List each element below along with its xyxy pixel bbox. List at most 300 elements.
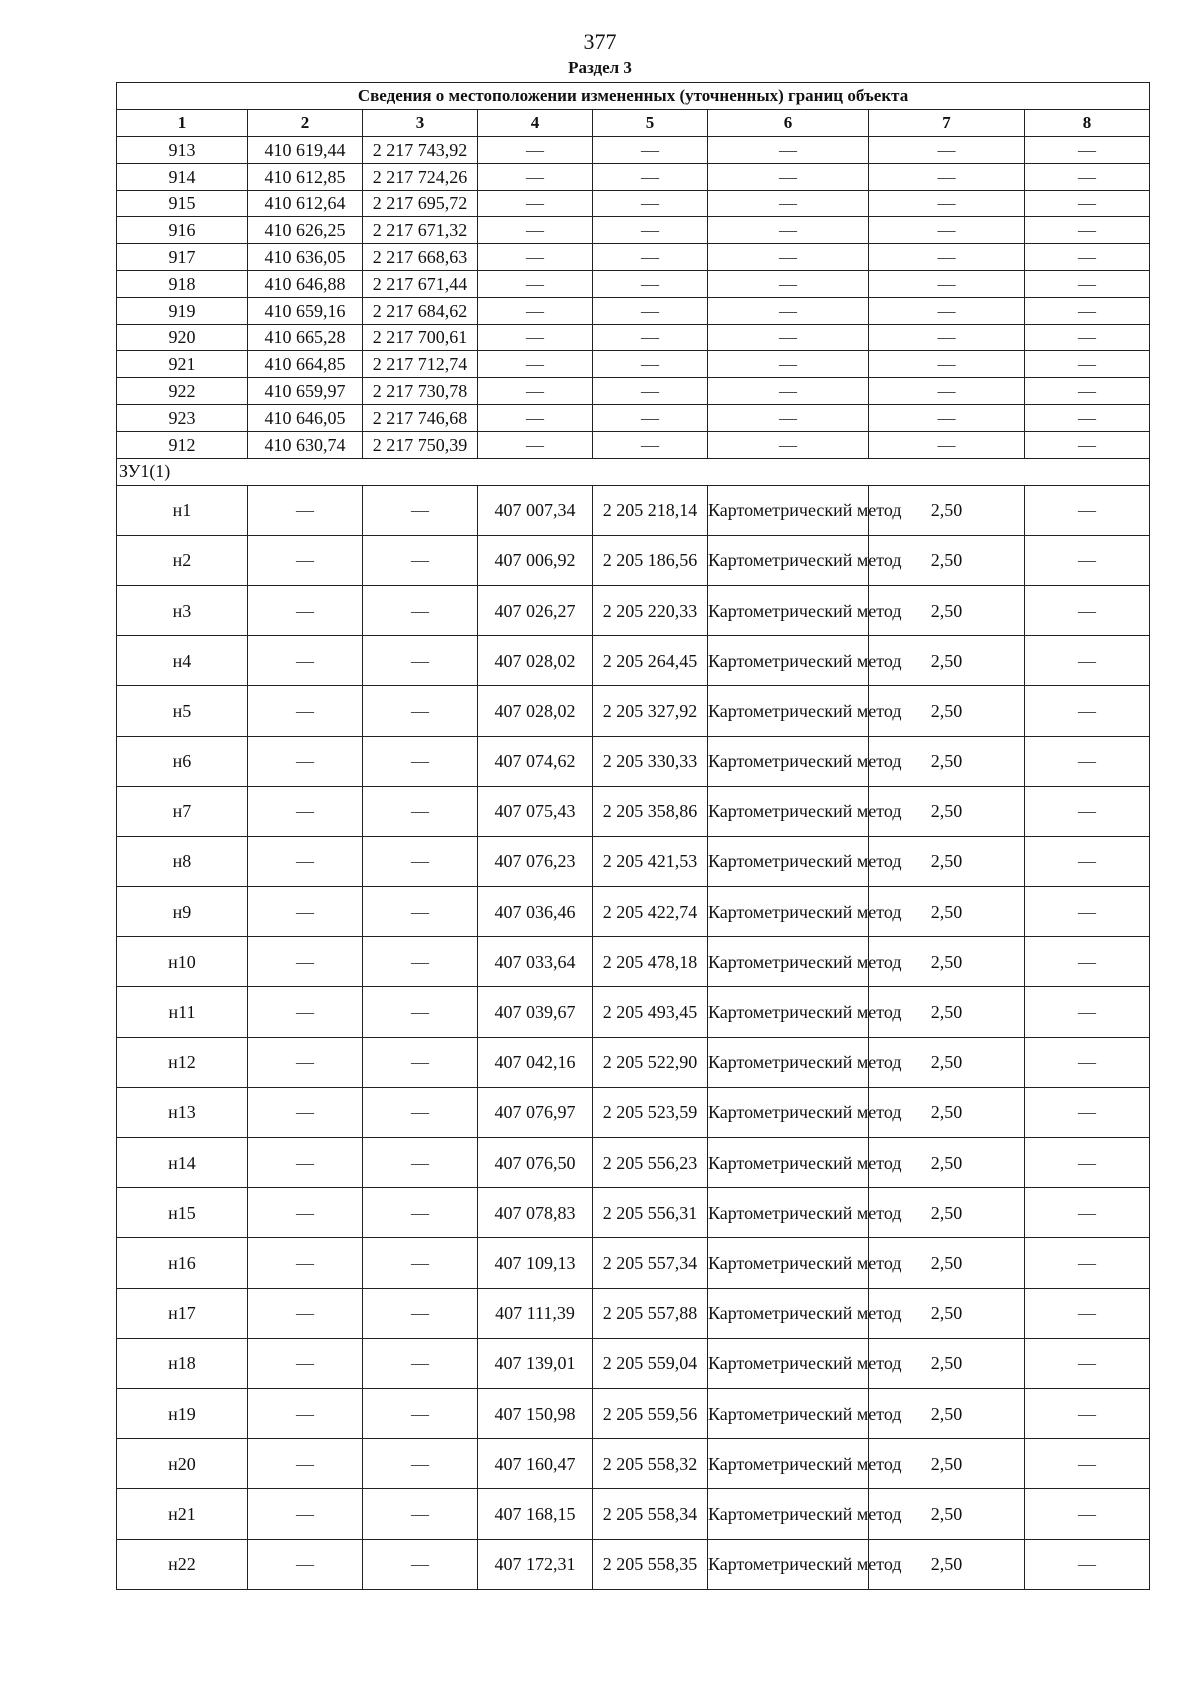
description-cell: — <box>1025 297 1150 324</box>
point-number-cell: н14 <box>117 1138 248 1188</box>
old-y-cell: — <box>363 937 478 987</box>
old-x-cell: — <box>248 1439 363 1489</box>
old-y-cell: — <box>363 485 478 535</box>
table-row <box>117 1539 1150 1589</box>
new-y-cell: 2 205 556,23 <box>593 1138 708 1188</box>
old-y-cell: — <box>363 585 478 635</box>
old-x-cell: — <box>248 887 363 937</box>
description-cell: — <box>1025 1489 1150 1539</box>
table-caption: Сведения о местоположении измененных (уточненных) границ объекта <box>117 83 1150 110</box>
table-row <box>117 636 1150 686</box>
new-y-cell: 2 205 327,92 <box>593 686 708 736</box>
accuracy-cell: 2,50 <box>869 1439 1025 1489</box>
old-y-cell: 2 217 671,32 <box>363 217 478 244</box>
point-number-cell: н8 <box>117 836 248 886</box>
description-cell: — <box>1025 378 1150 405</box>
new-x-cell: — <box>478 378 593 405</box>
accuracy-cell: 2,50 <box>869 736 1025 786</box>
new-x-cell: 407 172,31 <box>478 1539 593 1589</box>
old-y-cell: — <box>363 686 478 736</box>
new-y-cell: — <box>593 137 708 164</box>
point-number-cell: н9 <box>117 887 248 937</box>
new-y-cell: 2 205 557,88 <box>593 1288 708 1338</box>
table-row <box>117 1087 1150 1137</box>
old-y-cell: 2 217 750,39 <box>363 431 478 458</box>
new-x-cell: 407 160,47 <box>478 1439 593 1489</box>
old-y-cell: 2 217 746,68 <box>363 404 478 431</box>
point-number-cell: н12 <box>117 1037 248 1087</box>
new-y-cell: 2 205 358,86 <box>593 786 708 836</box>
table-row <box>117 431 1150 458</box>
point-number-cell: н4 <box>117 636 248 686</box>
table-row <box>117 937 1150 987</box>
new-x-cell: 407 039,67 <box>478 987 593 1037</box>
point-number-cell: н13 <box>117 1087 248 1137</box>
table-row <box>117 1439 1150 1489</box>
accuracy-cell: — <box>869 404 1025 431</box>
accuracy-cell: — <box>869 217 1025 244</box>
description-cell: — <box>1025 404 1150 431</box>
description-cell: — <box>1025 1439 1150 1489</box>
old-y-cell: — <box>363 535 478 585</box>
accuracy-cell: 2,50 <box>869 1539 1025 1589</box>
accuracy-cell: — <box>869 137 1025 164</box>
old-y-cell: 2 217 730,78 <box>363 378 478 405</box>
new-y-cell: — <box>593 190 708 217</box>
point-number-cell: н20 <box>117 1439 248 1489</box>
accuracy-cell: — <box>869 431 1025 458</box>
new-y-cell: — <box>593 297 708 324</box>
accuracy-cell: — <box>869 270 1025 297</box>
table-row <box>117 1288 1150 1338</box>
page-number: 377 <box>583 29 617 54</box>
point-number-cell: н2 <box>117 535 248 585</box>
description-cell: — <box>1025 686 1150 736</box>
point-number-cell: н18 <box>117 1338 248 1388</box>
method-cell: Картометрический метод <box>708 686 869 736</box>
table-row <box>117 270 1150 297</box>
new-x-cell: — <box>478 190 593 217</box>
accuracy-cell: 2,50 <box>869 1138 1025 1188</box>
old-x-cell: — <box>248 786 363 836</box>
accuracy-cell: 2,50 <box>869 1188 1025 1238</box>
old-y-cell: 2 217 684,62 <box>363 297 478 324</box>
method-cell: Картометрический метод <box>708 1439 869 1489</box>
description-cell: — <box>1025 163 1150 190</box>
new-y-cell: 2 205 557,34 <box>593 1238 708 1288</box>
point-number-cell: 919 <box>117 297 248 324</box>
group-label: ЗУ1(1) <box>117 458 1150 485</box>
old-x-cell: — <box>248 836 363 886</box>
old-x-cell: — <box>248 1338 363 1388</box>
old-x-cell: — <box>248 1539 363 1589</box>
accuracy-cell: 2,50 <box>869 1388 1025 1438</box>
point-number-cell: 917 <box>117 244 248 271</box>
old-y-cell: 2 217 743,92 <box>363 137 478 164</box>
new-x-cell: 407 139,01 <box>478 1338 593 1388</box>
new-x-cell: — <box>478 324 593 351</box>
old-y-cell: — <box>363 836 478 886</box>
description-cell: — <box>1025 636 1150 686</box>
new-y-cell: 2 205 559,56 <box>593 1388 708 1438</box>
accuracy-cell: 2,50 <box>869 485 1025 535</box>
point-number-cell: н17 <box>117 1288 248 1338</box>
new-y-cell: — <box>593 351 708 378</box>
table-body <box>117 137 1150 1590</box>
new-x-cell: 407 074,62 <box>478 736 593 786</box>
table-row <box>117 535 1150 585</box>
old-x-cell: — <box>248 937 363 987</box>
old-x-cell: — <box>248 1037 363 1087</box>
method-cell: Картометрический метод <box>708 987 869 1037</box>
method-cell: — <box>708 431 869 458</box>
point-number-cell: н7 <box>117 786 248 836</box>
new-y-cell: — <box>593 217 708 244</box>
table-row <box>117 485 1150 535</box>
description-cell: — <box>1025 1539 1150 1589</box>
method-cell: Картометрический метод <box>708 1238 869 1288</box>
table-row <box>117 1388 1150 1438</box>
accuracy-cell: 2,50 <box>869 1238 1025 1288</box>
description-cell: — <box>1025 137 1150 164</box>
new-x-cell: — <box>478 404 593 431</box>
old-x-cell: — <box>248 1489 363 1539</box>
accuracy-cell: — <box>869 163 1025 190</box>
new-y-cell: 2 205 493,45 <box>593 987 708 1037</box>
method-cell: Картометрический метод <box>708 736 869 786</box>
column-number: 2 <box>248 110 363 137</box>
method-cell: — <box>708 351 869 378</box>
new-y-cell: — <box>593 163 708 190</box>
old-x-cell: — <box>248 636 363 686</box>
description-cell: — <box>1025 324 1150 351</box>
accuracy-cell: 2,50 <box>869 1037 1025 1087</box>
method-cell: Картометрический метод <box>708 1539 869 1589</box>
description-cell: — <box>1025 485 1150 535</box>
description-cell: — <box>1025 1288 1150 1338</box>
new-x-cell: 407 036,46 <box>478 887 593 937</box>
column-number-row <box>117 110 1150 137</box>
new-y-cell: — <box>593 244 708 271</box>
point-number-cell: 912 <box>117 431 248 458</box>
accuracy-cell: — <box>869 378 1025 405</box>
old-x-cell: 410 626,25 <box>248 217 363 244</box>
description-cell: — <box>1025 217 1150 244</box>
accuracy-cell: 2,50 <box>869 937 1025 987</box>
new-y-cell: 2 205 220,33 <box>593 585 708 635</box>
description-cell: — <box>1025 937 1150 987</box>
old-x-cell: — <box>248 485 363 535</box>
description-cell: — <box>1025 1087 1150 1137</box>
accuracy-cell: 2,50 <box>869 535 1025 585</box>
new-x-cell: 407 006,92 <box>478 535 593 585</box>
new-y-cell: 2 205 556,31 <box>593 1188 708 1238</box>
old-x-cell: — <box>248 736 363 786</box>
table-row <box>117 137 1150 164</box>
method-cell: — <box>708 217 869 244</box>
section-title: Раздел 3 <box>568 58 632 77</box>
description-cell: — <box>1025 987 1150 1037</box>
old-x-cell: — <box>248 1288 363 1338</box>
method-cell: Картометрический метод <box>708 485 869 535</box>
old-y-cell: — <box>363 987 478 1037</box>
table-row <box>117 351 1150 378</box>
new-x-cell: — <box>478 351 593 378</box>
new-x-cell: — <box>478 217 593 244</box>
description-cell: — <box>1025 887 1150 937</box>
new-y-cell: 2 205 186,56 <box>593 535 708 585</box>
table-row <box>117 1188 1150 1238</box>
description-cell: — <box>1025 836 1150 886</box>
method-cell: Картометрический метод <box>708 1489 869 1539</box>
column-number: 8 <box>1025 110 1150 137</box>
new-x-cell: 407 042,16 <box>478 1037 593 1087</box>
old-y-cell: 2 217 700,61 <box>363 324 478 351</box>
new-y-cell: 2 205 478,18 <box>593 937 708 987</box>
old-x-cell: — <box>248 686 363 736</box>
method-cell: Картометрический метод <box>708 1087 869 1137</box>
new-x-cell: 407 028,02 <box>478 686 593 736</box>
new-x-cell: 407 076,23 <box>478 836 593 886</box>
accuracy-cell: 2,50 <box>869 585 1025 635</box>
table-row <box>117 378 1150 405</box>
old-x-cell: — <box>248 1087 363 1137</box>
old-y-cell: — <box>363 736 478 786</box>
table-row <box>117 1489 1150 1539</box>
point-number-cell: н21 <box>117 1489 248 1539</box>
old-x-cell: 410 646,88 <box>248 270 363 297</box>
new-x-cell: — <box>478 431 593 458</box>
accuracy-cell: 2,50 <box>869 1489 1025 1539</box>
point-number-cell: 923 <box>117 404 248 431</box>
accuracy-cell: — <box>869 351 1025 378</box>
old-y-cell: — <box>363 887 478 937</box>
old-x-cell: 410 665,28 <box>248 324 363 351</box>
new-y-cell: — <box>593 404 708 431</box>
old-x-cell: 410 630,74 <box>248 431 363 458</box>
accuracy-cell: 2,50 <box>869 1338 1025 1388</box>
method-cell: Картометрический метод <box>708 1288 869 1338</box>
old-x-cell: — <box>248 585 363 635</box>
description-cell: — <box>1025 786 1150 836</box>
column-number: 4 <box>478 110 593 137</box>
old-y-cell: — <box>363 1087 478 1137</box>
accuracy-cell: — <box>869 324 1025 351</box>
column-number: 6 <box>708 110 869 137</box>
old-x-cell: — <box>248 535 363 585</box>
new-x-cell: — <box>478 244 593 271</box>
old-x-cell: 410 659,97 <box>248 378 363 405</box>
description-cell: — <box>1025 535 1150 585</box>
old-y-cell: — <box>363 1338 478 1388</box>
accuracy-cell: — <box>869 244 1025 271</box>
accuracy-cell: — <box>869 297 1025 324</box>
new-y-cell: 2 205 330,33 <box>593 736 708 786</box>
table-row <box>117 324 1150 351</box>
boundary-coordinates-table <box>116 82 1150 1590</box>
point-number-cell: н5 <box>117 686 248 736</box>
old-x-cell: — <box>248 1138 363 1188</box>
old-y-cell: 2 217 671,44 <box>363 270 478 297</box>
description-cell: — <box>1025 351 1150 378</box>
old-y-cell: — <box>363 1288 478 1338</box>
point-number-cell: н10 <box>117 937 248 987</box>
point-number-cell: н15 <box>117 1188 248 1238</box>
point-number-cell: н3 <box>117 585 248 635</box>
new-y-cell: — <box>593 270 708 297</box>
old-y-cell: — <box>363 786 478 836</box>
description-cell: — <box>1025 1388 1150 1438</box>
old-y-cell: — <box>363 1138 478 1188</box>
method-cell: Картометрический метод <box>708 786 869 836</box>
point-number-cell: 913 <box>117 137 248 164</box>
method-cell: — <box>708 244 869 271</box>
old-y-cell: — <box>363 1439 478 1489</box>
new-x-cell: 407 109,13 <box>478 1238 593 1288</box>
point-number-cell: 915 <box>117 190 248 217</box>
description-cell: — <box>1025 270 1150 297</box>
method-cell: Картометрический метод <box>708 937 869 987</box>
point-number-cell: 920 <box>117 324 248 351</box>
old-x-cell: 410 612,64 <box>248 190 363 217</box>
point-number-cell: н19 <box>117 1388 248 1438</box>
new-y-cell: 2 205 421,53 <box>593 836 708 886</box>
new-y-cell: 2 205 422,74 <box>593 887 708 937</box>
description-cell: — <box>1025 1338 1150 1388</box>
method-cell: — <box>708 297 869 324</box>
old-y-cell: — <box>363 1388 478 1438</box>
old-y-cell: 2 217 724,26 <box>363 163 478 190</box>
new-x-cell: 407 076,50 <box>478 1138 593 1188</box>
accuracy-cell: 2,50 <box>869 786 1025 836</box>
point-number-cell: н6 <box>117 736 248 786</box>
new-y-cell: 2 205 558,32 <box>593 1439 708 1489</box>
table-row <box>117 217 1150 244</box>
table-row <box>117 190 1150 217</box>
point-number-cell: н22 <box>117 1539 248 1589</box>
accuracy-cell: 2,50 <box>869 1288 1025 1338</box>
old-x-cell: — <box>248 1188 363 1238</box>
new-y-cell: — <box>593 378 708 405</box>
method-cell: Картометрический метод <box>708 1338 869 1388</box>
description-cell: — <box>1025 1138 1150 1188</box>
accuracy-cell: 2,50 <box>869 887 1025 937</box>
old-y-cell: — <box>363 1238 478 1288</box>
description-cell: — <box>1025 431 1150 458</box>
table-row <box>117 297 1150 324</box>
column-number: 5 <box>593 110 708 137</box>
accuracy-cell: 2,50 <box>869 1087 1025 1137</box>
new-y-cell: 2 205 522,90 <box>593 1037 708 1087</box>
old-x-cell: — <box>248 1238 363 1288</box>
new-x-cell: 407 028,02 <box>478 636 593 686</box>
old-x-cell: — <box>248 987 363 1037</box>
description-cell: — <box>1025 1037 1150 1087</box>
method-cell: — <box>708 270 869 297</box>
old-x-cell: 410 664,85 <box>248 351 363 378</box>
old-y-cell: — <box>363 1188 478 1238</box>
old-x-cell: — <box>248 1388 363 1438</box>
point-number-cell: н16 <box>117 1238 248 1288</box>
table-row <box>117 1138 1150 1188</box>
table-row <box>117 987 1150 1037</box>
method-cell: — <box>708 163 869 190</box>
method-cell: Картометрический метод <box>708 836 869 886</box>
new-y-cell: — <box>593 324 708 351</box>
old-x-cell: 410 659,16 <box>248 297 363 324</box>
old-y-cell: — <box>363 1489 478 1539</box>
point-number-cell: 922 <box>117 378 248 405</box>
method-cell: Картометрический метод <box>708 887 869 937</box>
old-y-cell: 2 217 712,74 <box>363 351 478 378</box>
description-cell: — <box>1025 585 1150 635</box>
table-row <box>117 244 1150 271</box>
method-cell: Картометрический метод <box>708 1188 869 1238</box>
table-row <box>117 1037 1150 1087</box>
description-cell: — <box>1025 736 1150 786</box>
point-number-cell: 918 <box>117 270 248 297</box>
point-number-cell: н11 <box>117 987 248 1037</box>
description-cell: — <box>1025 1238 1150 1288</box>
point-number-cell: 921 <box>117 351 248 378</box>
old-y-cell: — <box>363 636 478 686</box>
method-cell: — <box>708 324 869 351</box>
method-cell: — <box>708 378 869 405</box>
old-x-cell: 410 646,05 <box>248 404 363 431</box>
table-row <box>117 686 1150 736</box>
method-cell: Картометрический метод <box>708 535 869 585</box>
method-cell: Картометрический метод <box>708 1388 869 1438</box>
method-cell: Картометрический метод <box>708 585 869 635</box>
description-cell: — <box>1025 244 1150 271</box>
old-x-cell: 410 612,85 <box>248 163 363 190</box>
table-row <box>117 887 1150 937</box>
new-x-cell: 407 111,39 <box>478 1288 593 1338</box>
new-x-cell: 407 007,34 <box>478 485 593 535</box>
new-y-cell: 2 205 264,45 <box>593 636 708 686</box>
new-y-cell: 2 205 559,04 <box>593 1338 708 1388</box>
table-row <box>117 163 1150 190</box>
old-x-cell: 410 636,05 <box>248 244 363 271</box>
new-x-cell: — <box>478 297 593 324</box>
accuracy-cell: 2,50 <box>869 836 1025 886</box>
method-cell: Картометрический метод <box>708 1138 869 1188</box>
new-y-cell: — <box>593 431 708 458</box>
new-y-cell: 2 205 523,59 <box>593 1087 708 1137</box>
table-row <box>117 1338 1150 1388</box>
table-row <box>117 786 1150 836</box>
new-x-cell: 407 076,97 <box>478 1087 593 1137</box>
old-x-cell: 410 619,44 <box>248 137 363 164</box>
description-cell: — <box>1025 1188 1150 1238</box>
method-cell: Картометрический метод <box>708 1037 869 1087</box>
new-x-cell: 407 078,83 <box>478 1188 593 1238</box>
new-y-cell: 2 205 558,34 <box>593 1489 708 1539</box>
point-number-cell: 914 <box>117 163 248 190</box>
new-y-cell: 2 205 218,14 <box>593 485 708 535</box>
old-y-cell: 2 217 668,63 <box>363 244 478 271</box>
new-x-cell: 407 168,15 <box>478 1489 593 1539</box>
method-cell: — <box>708 404 869 431</box>
method-cell: Картометрический метод <box>708 636 869 686</box>
column-number: 7 <box>869 110 1025 137</box>
new-x-cell: — <box>478 270 593 297</box>
new-x-cell: 407 033,64 <box>478 937 593 987</box>
column-number: 3 <box>363 110 478 137</box>
table-row <box>117 585 1150 635</box>
column-number: 1 <box>117 110 248 137</box>
old-y-cell: — <box>363 1037 478 1087</box>
